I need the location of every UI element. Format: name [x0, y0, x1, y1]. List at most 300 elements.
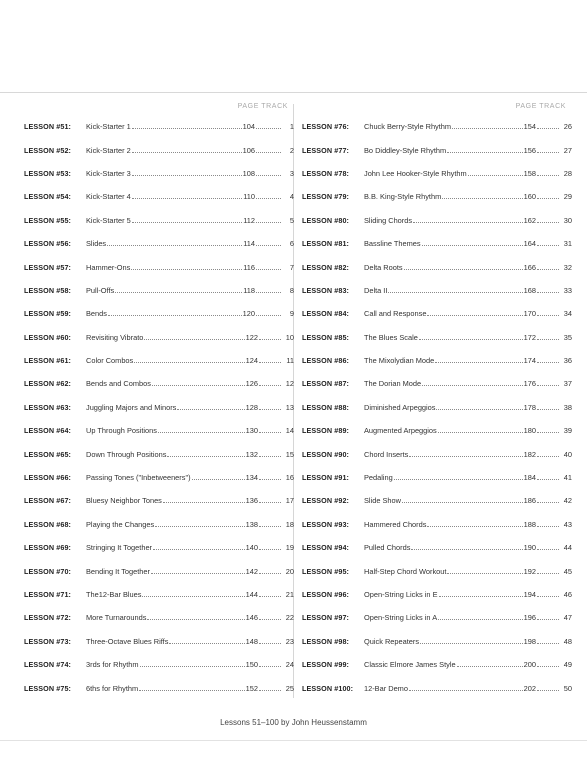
lesson-row	[302, 466, 572, 489]
lesson-number: LESSON #59:	[24, 309, 72, 319]
dot-leader	[537, 502, 559, 503]
dot-leader	[537, 643, 559, 644]
dot-leader	[158, 432, 245, 433]
lesson-row	[24, 489, 294, 512]
dot-leader	[438, 619, 523, 620]
lesson-title: Half-Step Chord Workout	[364, 566, 447, 576]
lesson-row	[24, 466, 294, 489]
lesson-track: 29	[563, 192, 572, 202]
lesson-page: 170	[523, 309, 536, 319]
dot-leader	[256, 222, 281, 223]
lesson-title: 12-Bar Demo	[364, 683, 408, 693]
lesson-page: 140	[245, 543, 258, 553]
dot-leader	[447, 573, 522, 574]
dot-leader	[144, 339, 244, 340]
dot-leader	[151, 573, 245, 574]
lesson-page: 144	[245, 590, 258, 599]
lesson-track: 36	[563, 356, 572, 366]
lesson-row	[302, 536, 572, 559]
lesson-track: 1	[289, 122, 294, 132]
dot-leader	[419, 339, 523, 340]
lesson-page: 110	[243, 192, 255, 202]
lesson-row	[24, 396, 294, 419]
lesson-track: 48	[563, 636, 572, 646]
dot-leader	[409, 690, 523, 691]
column-header-right	[302, 102, 572, 115]
lesson-row	[302, 419, 572, 442]
lesson-number: LESSON #94:	[302, 543, 350, 553]
lesson-number: LESSON #63:	[24, 402, 72, 412]
lesson-number: LESSON #62:	[24, 379, 72, 389]
lesson-title: Bassline Themes	[364, 239, 421, 249]
lesson-row	[24, 349, 294, 372]
bottom-divider	[0, 740, 587, 741]
lesson-title: Sliding Chords	[364, 215, 413, 225]
lesson-number: LESSON #55:	[24, 215, 72, 225]
lesson-number: LESSON #96:	[302, 590, 350, 599]
dot-leader	[468, 175, 523, 176]
lesson-title: Delta Roots	[364, 262, 403, 272]
lesson-page: 196	[523, 613, 536, 623]
dot-leader	[259, 456, 281, 457]
lesson-row	[24, 255, 294, 278]
lesson-track: 41	[563, 473, 572, 483]
lesson-title: 6ths for Rhythm	[86, 683, 139, 693]
lesson-page: 166	[523, 262, 536, 272]
lesson-track: 20	[285, 566, 294, 576]
lesson-page: 182	[523, 449, 536, 459]
dot-leader	[537, 432, 559, 433]
lesson-title: Color Combos	[86, 356, 134, 366]
lesson-row	[24, 536, 294, 559]
dot-leader	[402, 502, 523, 503]
lesson-track: 46	[563, 590, 572, 599]
dot-leader	[147, 619, 244, 620]
dot-leader	[115, 292, 242, 293]
lesson-page: 160	[523, 192, 536, 202]
lesson-column-right	[302, 102, 572, 700]
lesson-page: 186	[523, 496, 536, 506]
lesson-number: LESSON #71:	[24, 590, 72, 599]
lesson-column-left	[24, 102, 294, 700]
lesson-page: 124	[245, 356, 258, 366]
lesson-row	[24, 185, 294, 208]
lesson-track: 16	[285, 473, 294, 483]
dot-leader	[427, 315, 522, 316]
dot-leader	[537, 479, 559, 480]
dot-leader	[537, 549, 559, 550]
dot-leader	[140, 666, 245, 667]
lesson-track: 42	[563, 496, 572, 506]
lesson-number: LESSON #83:	[302, 285, 350, 295]
lesson-track: 24	[285, 660, 294, 670]
lesson-track: 15	[285, 449, 294, 459]
dot-leader	[256, 315, 281, 316]
dot-leader	[537, 690, 559, 691]
dot-leader	[256, 292, 281, 293]
dot-leader	[259, 549, 281, 550]
lesson-track: 10	[285, 332, 294, 342]
lesson-title: Kick-Starter 5	[86, 215, 131, 225]
lesson-row	[302, 676, 572, 699]
dot-leader	[167, 456, 244, 457]
lesson-number: LESSON #75:	[24, 683, 72, 693]
lesson-page: 104	[242, 122, 255, 132]
lesson-title: Augmented Arpeggios	[364, 426, 437, 436]
lesson-row	[302, 372, 572, 395]
dot-leader	[259, 362, 281, 363]
lesson-page: 176	[523, 379, 536, 389]
lesson-row	[24, 279, 294, 302]
lesson-track: 40	[563, 449, 572, 459]
dot-leader	[537, 315, 559, 316]
lesson-track: 14	[285, 426, 294, 436]
lesson-page: 112	[243, 215, 255, 225]
dot-leader	[107, 245, 242, 246]
lesson-row	[24, 138, 294, 161]
dot-leader	[163, 502, 245, 503]
lesson-page: 148	[245, 636, 258, 646]
lesson-title: Kick-Starter 1	[86, 122, 131, 132]
lesson-page: 122	[245, 332, 258, 342]
dot-leader	[139, 690, 244, 691]
lesson-track: 30	[563, 215, 572, 225]
lesson-title: The Dorian Mode	[364, 379, 422, 389]
lesson-title: Passing Tones ("Inbetweeners")	[86, 473, 191, 483]
lesson-page: 184	[523, 473, 536, 483]
dot-leader	[537, 175, 559, 176]
lesson-title: Revisiting Vibrato	[86, 332, 144, 342]
lesson-row	[302, 396, 572, 419]
lesson-page: 164	[523, 239, 536, 249]
lesson-row	[24, 676, 294, 699]
lesson-number: LESSON #92:	[302, 496, 350, 506]
lesson-number: LESSON #72:	[24, 613, 72, 623]
lesson-page: 146	[245, 613, 258, 623]
lesson-page: 136	[245, 496, 258, 506]
lesson-row	[24, 653, 294, 676]
lesson-page: 192	[523, 566, 536, 576]
dot-leader	[537, 152, 559, 153]
lesson-number: LESSON #79:	[302, 192, 350, 202]
dot-leader	[259, 573, 281, 574]
lesson-page: 150	[245, 660, 258, 670]
lesson-list-right	[302, 115, 572, 700]
lesson-number: LESSON #84:	[302, 309, 350, 319]
lesson-number: LESSON #88:	[302, 402, 350, 412]
dot-leader	[153, 549, 245, 550]
lesson-title: 3rds for Rhythm	[86, 660, 139, 670]
lesson-row	[302, 209, 572, 232]
dot-leader	[132, 128, 242, 129]
dot-leader	[388, 292, 522, 293]
lesson-title: Slide Show	[364, 496, 401, 506]
dot-leader	[132, 222, 242, 223]
lesson-track: 18	[285, 519, 294, 529]
lesson-title: Kick-Starter 4	[86, 192, 131, 202]
lesson-title: Juggling Majors and Minors	[86, 402, 177, 412]
dot-leader	[537, 456, 559, 457]
lesson-page: 194	[523, 590, 536, 599]
dot-leader	[438, 432, 523, 433]
dot-leader	[259, 502, 281, 503]
lesson-number: LESSON #52:	[24, 145, 72, 155]
lesson-track: 26	[563, 122, 572, 132]
lesson-number: LESSON #69:	[24, 543, 72, 553]
lesson-title: The12-Bar Blues	[86, 590, 142, 599]
dot-leader	[256, 245, 281, 246]
lesson-page: 128	[245, 402, 258, 412]
lesson-row	[302, 583, 572, 606]
lesson-row	[302, 606, 572, 629]
dot-leader	[132, 152, 242, 153]
lesson-title: Hammered Chords	[364, 519, 427, 529]
lesson-title: Classic Elmore James Style	[364, 660, 456, 670]
lesson-row	[24, 232, 294, 255]
lesson-number: LESSON #99:	[302, 660, 350, 670]
lesson-page: 132	[245, 449, 258, 459]
dot-leader	[537, 222, 559, 223]
lesson-row	[24, 162, 294, 185]
lesson-title: B.B. King-Style Rhythm	[364, 192, 442, 202]
dot-leader	[442, 198, 522, 199]
dot-leader	[259, 526, 281, 527]
dot-leader	[259, 690, 281, 691]
lesson-number: LESSON #64:	[24, 426, 72, 436]
lesson-title: More Turnarounds	[86, 613, 147, 623]
lesson-row	[24, 583, 294, 606]
lesson-page: 138	[245, 519, 258, 529]
lesson-title: John Lee Hooker-Style Rhythm	[364, 168, 467, 178]
lesson-row	[24, 630, 294, 653]
lesson-row	[302, 185, 572, 208]
lesson-number: LESSON #89:	[302, 426, 350, 436]
lesson-page: 116	[243, 262, 255, 272]
lesson-page: 202	[523, 683, 536, 693]
lesson-track: 47	[563, 613, 572, 623]
lesson-track: 35	[563, 332, 572, 342]
lesson-title: Three-Octave Blues Riffs	[86, 636, 169, 646]
lesson-track: 23	[285, 636, 294, 646]
dot-leader	[259, 619, 281, 620]
lesson-page: 180	[523, 426, 536, 436]
lesson-row	[24, 513, 294, 536]
lesson-number: LESSON #61:	[24, 356, 72, 366]
lesson-number: LESSON #73:	[24, 636, 72, 646]
lesson-title: The Blues Scale	[364, 332, 418, 342]
lesson-title: Stringing It Together	[86, 543, 153, 553]
lesson-track: 13	[285, 402, 294, 412]
lesson-title: Quick Repeaters	[364, 636, 420, 646]
dot-leader	[132, 175, 242, 176]
lesson-number: LESSON #82:	[302, 262, 350, 272]
dot-leader	[537, 666, 559, 667]
footer-credit: Lessons 51–100 by John Heussenstamm	[220, 718, 367, 727]
lesson-row	[302, 279, 572, 302]
dot-leader	[413, 222, 523, 223]
lesson-track: 9	[289, 309, 294, 319]
dot-leader	[256, 128, 281, 129]
lesson-page: 152	[245, 683, 258, 693]
lesson-title: Slides	[86, 239, 107, 249]
lesson-number: LESSON #54:	[24, 192, 72, 202]
lesson-track: 50	[563, 683, 572, 693]
lesson-title: Open-String Licks in A	[364, 613, 438, 623]
lesson-track: 31	[563, 239, 572, 249]
lesson-row	[24, 419, 294, 442]
dot-leader	[394, 479, 523, 480]
lesson-track: 33	[563, 285, 572, 295]
lesson-track: 12	[285, 379, 294, 389]
dot-leader	[256, 269, 281, 270]
dot-leader	[537, 385, 559, 386]
lesson-number: LESSON #67:	[24, 496, 72, 506]
dot-leader	[537, 362, 559, 363]
lesson-page: 198	[523, 636, 536, 646]
dot-leader	[409, 456, 522, 457]
lesson-track: 6	[289, 239, 294, 249]
lesson-track: 49	[563, 660, 572, 670]
lesson-number: LESSON #86:	[302, 356, 350, 366]
lesson-title: Hammer-Ons	[86, 262, 131, 272]
lesson-row	[302, 302, 572, 325]
lesson-track: 19	[285, 543, 294, 553]
lesson-title: Call and Response	[364, 309, 427, 319]
dot-leader	[259, 596, 281, 597]
lesson-row	[24, 115, 294, 138]
lesson-track: 43	[563, 519, 572, 529]
dot-leader	[256, 198, 281, 199]
dot-leader	[259, 479, 281, 480]
lesson-page: 188	[523, 519, 536, 529]
lesson-number: LESSON #78:	[302, 168, 350, 178]
track-header: TRACK	[261, 103, 288, 110]
dot-leader	[537, 573, 559, 574]
dot-leader	[436, 409, 522, 410]
dot-leader	[108, 315, 242, 316]
lesson-page: 120	[242, 309, 255, 319]
lesson-row	[24, 442, 294, 465]
lesson-title: Up Through Positions	[86, 426, 157, 436]
lesson-track: 8	[289, 285, 294, 295]
dot-leader	[537, 198, 559, 199]
lesson-track: 28	[563, 168, 572, 178]
lesson-row	[302, 489, 572, 512]
lesson-number: LESSON #65:	[24, 449, 72, 459]
dot-leader	[537, 128, 559, 129]
lesson-row	[302, 630, 572, 653]
lesson-row	[24, 326, 294, 349]
lesson-number: LESSON #70:	[24, 566, 72, 576]
dot-leader	[537, 339, 559, 340]
lesson-number: LESSON #60:	[24, 332, 72, 342]
lesson-page: 114	[243, 239, 255, 249]
lesson-number: LESSON #87:	[302, 379, 350, 389]
dot-leader	[155, 526, 244, 527]
dot-leader	[152, 385, 245, 386]
dot-leader	[259, 409, 281, 410]
lesson-number: LESSON #57:	[24, 262, 72, 272]
dot-leader	[404, 269, 523, 270]
dot-leader	[422, 385, 523, 386]
lesson-row	[302, 349, 572, 372]
page-header: PAGE	[237, 103, 259, 110]
lesson-track: 3	[289, 168, 294, 178]
lesson-title: Diminished Arpeggios	[364, 402, 436, 412]
dot-leader	[439, 596, 523, 597]
lesson-title: Bluesy Neighbor Tones	[86, 496, 162, 506]
lesson-number: LESSON #76:	[302, 122, 350, 132]
dot-leader	[452, 128, 523, 129]
lesson-row	[302, 162, 572, 185]
lesson-track: 27	[563, 145, 572, 155]
lesson-page: 172	[523, 332, 536, 342]
lesson-row	[24, 302, 294, 325]
lesson-number: LESSON #74:	[24, 660, 72, 670]
lesson-track: 7	[289, 262, 294, 272]
lesson-page: 200	[523, 660, 536, 670]
dot-leader	[142, 596, 244, 597]
lesson-track: 2	[289, 145, 294, 155]
dot-leader	[259, 432, 281, 433]
lesson-track: 11	[286, 356, 294, 366]
lesson-number: LESSON #66:	[24, 473, 72, 483]
page-header: PAGE	[515, 103, 537, 110]
lesson-row	[302, 513, 572, 536]
lesson-number: LESSON #81:	[302, 239, 350, 249]
lesson-page: 130	[245, 426, 258, 436]
track-header: TRACK	[539, 103, 566, 110]
lesson-page: 190	[523, 543, 536, 553]
lesson-title: Kick-Starter 3	[86, 168, 131, 178]
lesson-number: LESSON #68:	[24, 519, 72, 529]
lesson-title: Chuck Berry-Style Rhythm	[364, 122, 452, 132]
lesson-row	[302, 115, 572, 138]
lesson-page: 162	[523, 215, 536, 225]
lesson-number: LESSON #58:	[24, 285, 72, 295]
dot-leader	[169, 643, 244, 644]
lesson-track: 34	[563, 309, 572, 319]
lesson-number: LESSON #85:	[302, 332, 350, 342]
lesson-track: 25	[285, 683, 294, 693]
lesson-track: 4	[289, 192, 294, 202]
lesson-title: Pull-Offs	[86, 285, 115, 295]
lesson-title: Bending It Together	[86, 566, 150, 576]
dot-leader	[537, 619, 559, 620]
lesson-track: 21	[285, 590, 294, 599]
lesson-number: LESSON #80:	[302, 215, 350, 225]
lesson-row	[24, 559, 294, 582]
dot-leader	[422, 245, 523, 246]
lesson-number: LESSON #77:	[302, 145, 350, 155]
dot-leader	[259, 339, 281, 340]
dot-leader	[259, 643, 281, 644]
lesson-title: Delta II	[364, 285, 388, 295]
dot-leader	[447, 152, 523, 153]
lesson-track: 17	[285, 496, 294, 506]
column-header-left	[24, 102, 294, 115]
lesson-page: 174	[523, 356, 536, 366]
lesson-number: LESSON #56:	[24, 239, 72, 249]
dot-leader	[457, 666, 523, 667]
lesson-title: The Mixolydian Mode	[364, 356, 435, 366]
lesson-title: Down Through Positions	[86, 449, 167, 459]
dot-leader	[435, 362, 522, 363]
lesson-track: 45	[563, 566, 572, 576]
lesson-page: 142	[245, 566, 258, 576]
dot-leader	[256, 175, 281, 176]
lesson-page: 168	[523, 285, 536, 295]
